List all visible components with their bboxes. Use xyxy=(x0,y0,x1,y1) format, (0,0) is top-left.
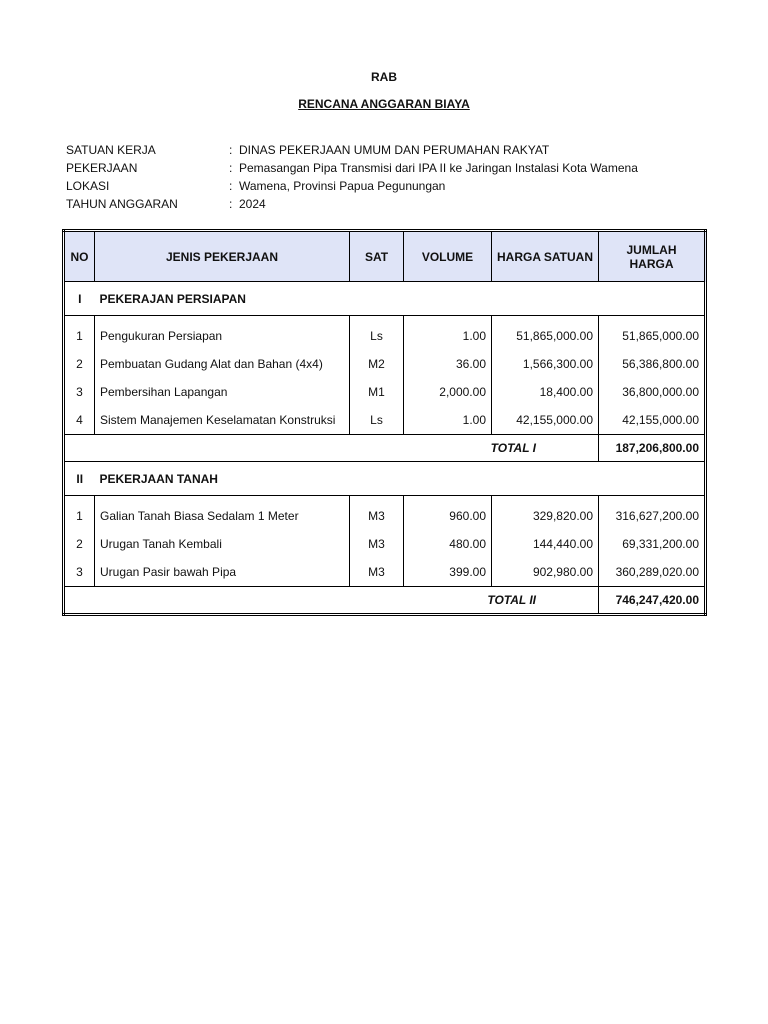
total-row xyxy=(64,435,706,462)
row-sat: Ls xyxy=(350,406,404,435)
row-no: 3 xyxy=(76,565,83,579)
row-no: 1 xyxy=(76,509,83,523)
section-row xyxy=(64,282,706,316)
row-jumlah-harga: 42,155,000.00 xyxy=(599,406,706,435)
info-colon: : xyxy=(229,179,233,193)
table-row xyxy=(64,530,706,558)
row-jumlah-harga: 56,386,800.00 xyxy=(599,350,706,378)
row-jumlah-harga: 360,289,020.00 xyxy=(599,558,706,587)
row-harga-satuan: 1,566,300.00 xyxy=(492,350,599,378)
info-label: SATUAN KERJA xyxy=(66,143,156,157)
info-row-satuan-kerja xyxy=(66,141,638,159)
header-sat: SAT xyxy=(350,231,404,282)
header-volume: VOLUME xyxy=(404,231,492,282)
table-row xyxy=(64,322,706,350)
row-no: 3 xyxy=(76,385,83,399)
section-number: II xyxy=(64,462,95,496)
budget-table xyxy=(62,229,707,616)
info-value: DINAS PEKERJAAN UMUM DAN PERUMAHAN RAKYAT xyxy=(239,143,550,157)
row-no: 4 xyxy=(76,413,83,427)
section-row xyxy=(64,462,706,496)
row-item: Pengukuran Persiapan xyxy=(95,322,350,350)
info-row-lokasi xyxy=(66,177,638,195)
document-subtitle-text: RENCANA ANGGARAN BIAYA xyxy=(298,97,470,111)
document-subtitle xyxy=(0,97,768,111)
row-item: Urugan Pasir bawah Pipa xyxy=(95,558,350,587)
header-jumlah-harga: JUMLAH HARGA xyxy=(599,231,706,282)
row-jumlah-harga: 36,800,000.00 xyxy=(599,378,706,406)
info-row-pekerjaan xyxy=(66,159,638,177)
row-item: Pembersihan Lapangan xyxy=(95,378,350,406)
row-volume: 1.00 xyxy=(404,322,492,350)
row-item: Galian Tanah Biasa Sedalam 1 Meter xyxy=(95,502,350,530)
info-colon: : xyxy=(229,197,233,211)
row-no: 2 xyxy=(76,357,83,371)
row-sat: M3 xyxy=(350,502,404,530)
row-item: Pembuatan Gudang Alat dan Bahan (4x4) xyxy=(95,350,350,378)
row-volume: 960.00 xyxy=(404,502,492,530)
info-colon: : xyxy=(229,143,233,157)
row-jumlah-harga: 51,865,000.00 xyxy=(599,322,706,350)
row-no: 1 xyxy=(76,329,83,343)
table-row xyxy=(64,558,706,587)
header-no: NO xyxy=(64,231,95,282)
total-value: 746,247,420.00 xyxy=(599,587,706,615)
row-harga-satuan: 42,155,000.00 xyxy=(492,406,599,435)
row-item: Urugan Tanah Kembali xyxy=(95,530,350,558)
row-volume: 2,000.00 xyxy=(404,378,492,406)
row-volume: 480.00 xyxy=(404,530,492,558)
row-harga-satuan: 18,400.00 xyxy=(492,378,599,406)
row-harga-satuan: 902,980.00 xyxy=(492,558,599,587)
row-no: 2 xyxy=(76,537,83,551)
table-row xyxy=(64,502,706,530)
info-value: Wamena, Provinsi Papua Pegunungan xyxy=(239,179,446,193)
info-label: LOKASI xyxy=(66,179,110,193)
row-harga-satuan: 144,440.00 xyxy=(492,530,599,558)
row-volume: 36.00 xyxy=(404,350,492,378)
table-row xyxy=(64,406,706,435)
row-harga-satuan: 329,820.00 xyxy=(492,502,599,530)
row-sat: Ls xyxy=(350,322,404,350)
row-sat: M1 xyxy=(350,378,404,406)
row-sat: M3 xyxy=(350,530,404,558)
total-row xyxy=(64,587,706,615)
info-label: TAHUN ANGGARAN xyxy=(66,197,178,211)
total-label: TOTAL I xyxy=(64,435,599,462)
section-title: PEKERJAAN TANAH xyxy=(95,462,706,496)
info-value: Pemasangan Pipa Transmisi dari IPA II ke Jaringan Instalasi Kota Wamena xyxy=(239,161,638,175)
table-row xyxy=(64,378,706,406)
row-item: Sistem Manajemen Keselamatan Konstruksi xyxy=(95,406,350,435)
total-value: 187,206,800.00 xyxy=(599,435,706,462)
table-row xyxy=(64,350,706,378)
row-volume: 1.00 xyxy=(404,406,492,435)
info-block xyxy=(66,141,638,213)
row-sat: M2 xyxy=(350,350,404,378)
section-number: I xyxy=(64,282,95,316)
info-row-tahun-anggaran xyxy=(66,195,638,213)
row-harga-satuan: 51,865,000.00 xyxy=(492,322,599,350)
table-header-row xyxy=(64,231,706,282)
row-jumlah-harga: 316,627,200.00 xyxy=(599,502,706,530)
row-jumlah-harga: 69,331,200.00 xyxy=(599,530,706,558)
header-harga-satuan: HARGA SATUAN xyxy=(492,231,599,282)
document-title: RAB xyxy=(371,70,397,84)
section-title: PEKERAJAN PERSIAPAN xyxy=(95,282,706,316)
info-colon: : xyxy=(229,161,233,175)
total-label: TOTAL II xyxy=(64,587,599,615)
info-value: 2024 xyxy=(239,197,266,211)
row-sat: M3 xyxy=(350,558,404,587)
info-label: PEKERJAAN xyxy=(66,161,138,175)
row-volume: 399.00 xyxy=(404,558,492,587)
header-jenis-pekerjaan: JENIS PEKERJAAN xyxy=(95,231,350,282)
